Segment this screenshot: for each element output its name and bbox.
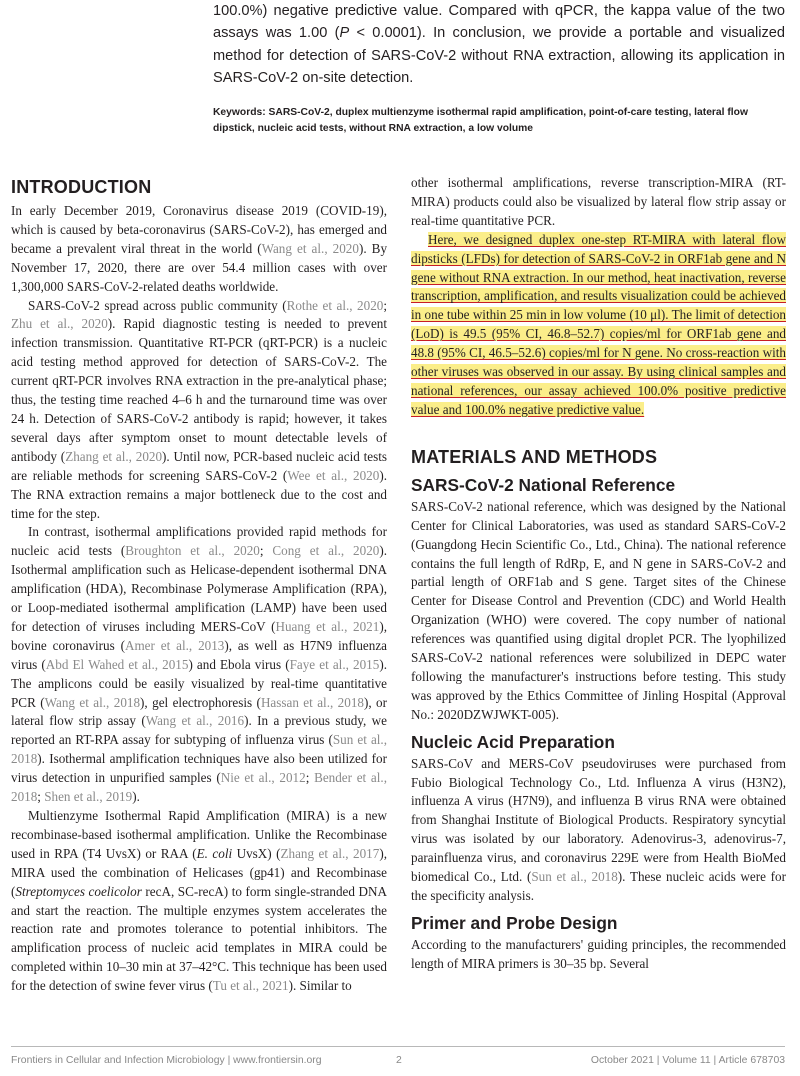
citation-link[interactable]: Bender et al., 2018 [11, 770, 387, 805]
left-column [11, 170, 387, 996]
subheading-national-reference: SARS-CoV-2 National Reference [411, 474, 676, 495]
body-text: ). By November 17, 2020, there are over 54.4 million cases with over 1,300,000 SARS-CoV-2-related deaths worldwide. [11, 240, 388, 294]
body-text: recA, SC-recA) to form single-stranded DNA and start the reaction. The multiple enzymes system accelerates the reaction rate and promotes tolerance to potential inhibitors. The amplification process of nucleic acid templates in MIRA could be completed within 10–30 min at 37–42°C. This technique has been used for the detection of swine fever virus ( [11, 883, 387, 994]
citation-link[interactable]: Wang et al., 2016 [145, 713, 245, 729]
citation-link[interactable]: Sun et al., 2018 [11, 732, 387, 767]
citation-link[interactable]: Amer et al., 2013 [124, 637, 225, 653]
body-text: ). Rapid diagnostic testing is needed to prevent infection transmission. Quantitative RT-PCR (qRT-PCR) is a nucleic acid testing method approved for detection of SARS-CoV-2. The current qRT-PCR involves RNA extraction in the pre-analytical phase; thus, the testing time reached 4–6 h and the turnaround time was over 24 h. Detection of SARS-CoV-2 antibody is rapid; however, it takes several days after symptom onset to mount detectable levels of antibody ( [11, 316, 387, 464]
highlighted-text: Here, we designed duplex one-step RT-MIRA with lateral flow dipsticks (LFDs) for detection of SARS-CoV-2 in ORF1ab gene and N gene without RNA extraction. In our method, heat inactivation, reverse transcription, amplification, and results visualization could be achieved in one tube within 25 min in low volume (10 μl). The limit of detection (LoD) is 49.5 (95% CI, 46.8–52.7) copies/ml for ORF1ab gene and 48.8 (95% CI, 46.5–52.6) copies/ml for N gene. No cross-reaction with other viruses was observed in our assay. By using clinical samples and national references, our assay achieved 100.0% positive predictive value and 100.0% negative predictive value. [411, 231, 786, 417]
body-text: ). Isothermal amplification such as Helicase-dependent isothermal DNA amplification (HDA), Recombinase Polymerase Amplification (RPA), or Loop-mediated isothermal amplification (LAMP) have been used for detection of viruses including MERS-CoV ( [11, 543, 388, 634]
citation-link[interactable]: Faye et al., 2015 [289, 656, 380, 672]
footer-journal: Frontiers in Cellular and Infection Microbiology | www.frontiersin.org [11, 1055, 322, 1066]
body-text: ). Similar to [288, 978, 352, 994]
intro-paragraph-2 [11, 297, 387, 524]
citation-link[interactable]: Zhang et al., 2017 [280, 845, 380, 861]
body-text: In contrast, isothermal amplifications provided rapid methods for nucleic acid tests ( [11, 524, 387, 559]
citation-link[interactable]: Nie et al., 2012 [220, 770, 306, 786]
body-text: UvsX) ( [232, 845, 281, 861]
keywords: Keywords: SARS-CoV-2, duplex multienzyme isothermal rapid amplification, point-of-care testing, lateral flow dipstick, nucleic acid tests, without RNA extraction, a low volume [213, 107, 748, 134]
body-text: SARS-CoV-2 spread across public community ( [28, 297, 287, 313]
body-text: ; [37, 789, 45, 805]
body-text: ), or lateral flow strip assay ( [11, 694, 387, 729]
citation-link[interactable]: Hassan et al., 2018 [260, 694, 364, 710]
intro-paragraph-3 [11, 523, 387, 807]
body-text: ), bovine coronavirus ( [11, 618, 387, 653]
citation-link[interactable]: Zhang et al., 2020 [65, 448, 163, 464]
citation-link[interactable]: Shen et al., 2019 [44, 789, 133, 805]
body-text: ; [259, 543, 273, 559]
citation-link[interactable]: Abd El Wahed et al., 2015 [45, 656, 189, 672]
body-text: ; [383, 297, 387, 313]
intro-paragraph-5: other isothermal amplifications, reverse transcription-MIRA (RT-MIRA) products could also be visualized by lateral flow strip assay or real-time quantitative PCR. [411, 175, 786, 228]
citation-link[interactable]: Tu et al., 2021 [212, 978, 289, 994]
national-reference-text: SARS-CoV-2 national reference, which was designed by the National Center for Clinical Laboratories, was used as standard SARS-CoV-2 (Guangdong Hecin Scientific Co., Ltd., China). The national reference contains the full length of RdRp, E, and N gene in SARS-CoV-2 and partial length of ORF1ab and S gene. Target sites of the Chinese Center for Disease Control and Prevention (CDC) and World Health Organization (WHO) were covered. The copy number of national references was quantified using digital droplet PCR. The lyophilized SARS-CoV-2 national references were solubilized in DEPC water following the manufacturer's instructions before testing. This study was approved by the Ethics Committee of Jinling Hospital (Approval No.: 2020DZWJWKT-005). [411, 498, 786, 722]
body-text: ). Isothermal amplification techniques have also been utilized for virus detection in unpurified samples ( [11, 751, 387, 786]
citation-link[interactable]: Zhu et al., 2020 [11, 316, 108, 332]
citation-link[interactable]: Wee et al., 2020 [287, 467, 380, 483]
nucleic-acid-text: SARS-CoV and MERS-CoV pseudoviruses were purchased from Fubio Biological Technology Co., Ltd. Influenza A virus (H3N2), influenza A virus (H7N9), and influenza B virus RNA were obtained from Shanghai Institute of Biological Products. Respiratory syncytial virus was isolated by our laboratory. Adenovirus-3, adenovirus-7, parainfluenza virus, and coronavirus 229E were from Health BioMed biomedical Co., Ltd. (Sun et al., 2018). These nucleic acids were for the specificity analysis. [411, 755, 786, 903]
section-heading-methods: MATERIALS AND METHODS [411, 446, 658, 467]
body-text: In early December 2019, Coronavirus disease 2019 (COVID-19), which is caused by beta-coronavirus (SARS-CoV-2), has emerged and became a prevalent viral threat in the world ( [11, 203, 387, 256]
page-number: 2 [396, 1055, 402, 1066]
citation-link[interactable]: Wang et al., 2018 [44, 694, 141, 710]
abstract-tail [213, 0, 785, 90]
body-text: ). [132, 789, 140, 805]
italic-text: E. coli [196, 845, 233, 861]
body-text: ). The amplicons could be easily visualized by real-time quantitative PCR ( [11, 656, 387, 710]
section-heading-introduction: INTRODUCTION [11, 177, 152, 197]
subheading-primer-design: Primer and Probe Design [411, 912, 618, 933]
abstract-text: 100.0%) negative predictive value. Compared with qPCR, the kappa value of the two assays was 1.00 (P < 0.0001). In conclusion, we provide a portable and visualized method for detection of SARS-CoV-2 without RNA extraction, allowing its application in SARS-CoV-2 on-site detection. [213, 3, 785, 87]
citation-link[interactable]: Cong et al., 2020 [272, 543, 380, 559]
page-footer [11, 1046, 785, 1066]
body-text: ) and Ebola virus ( [188, 656, 290, 672]
body-text: ), MIRA used the combination of Helicases (gp41) and Recombinase ( [11, 845, 387, 899]
body-text: ), gel electrophoresis ( [140, 694, 261, 710]
body-text: ). The RNA extraction remains a major bottleneck due to the cost and time for the step. [11, 467, 387, 521]
citation-link[interactable]: Wang et al., 2020 [261, 240, 359, 256]
subheading-nucleic-acid: Nucleic Acid Preparation [411, 731, 615, 752]
footer-issue: October 2021 | Volume 11 | Article 678703 [590, 1055, 785, 1066]
body-text: ), as well as H7N9 influenza virus ( [11, 637, 387, 672]
primer-design-text: According to the manufacturers' guiding principles, the recommended length of MIRA primers is 30–35 bp. Several [411, 936, 786, 971]
citation-link[interactable]: Huang et al., 2021 [275, 618, 380, 634]
intro-paragraph-1 [11, 202, 387, 297]
intro-paragraph-highlighted [411, 231, 786, 420]
citation-link[interactable]: Rothe et al., 2020 [286, 297, 384, 313]
body-text: ). Until now, PCR-based nucleic acid tests are reliable methods for screening SARS-CoV-2 ( [11, 448, 387, 483]
intro-paragraph-4 [11, 807, 387, 996]
italic-text: Streptomyces coelicolor [15, 883, 142, 899]
body-text: Multienzyme Isothermal Rapid Amplification (MIRA) is a new recombinase-based isothermal amplification. Unlike the Recombinase used in RPA (T4 UvsX) or RAA ( [11, 808, 387, 861]
body-text: ). In a previous study, we reported an RT-RPA assay for subtyping of influenza virus ( [11, 713, 387, 748]
citation-link[interactable]: Broughton et al., 2020 [125, 543, 260, 559]
right-column [411, 174, 786, 974]
body-text: ; [305, 770, 315, 786]
citation-link[interactable]: Sun et al., 2018 [531, 869, 618, 885]
